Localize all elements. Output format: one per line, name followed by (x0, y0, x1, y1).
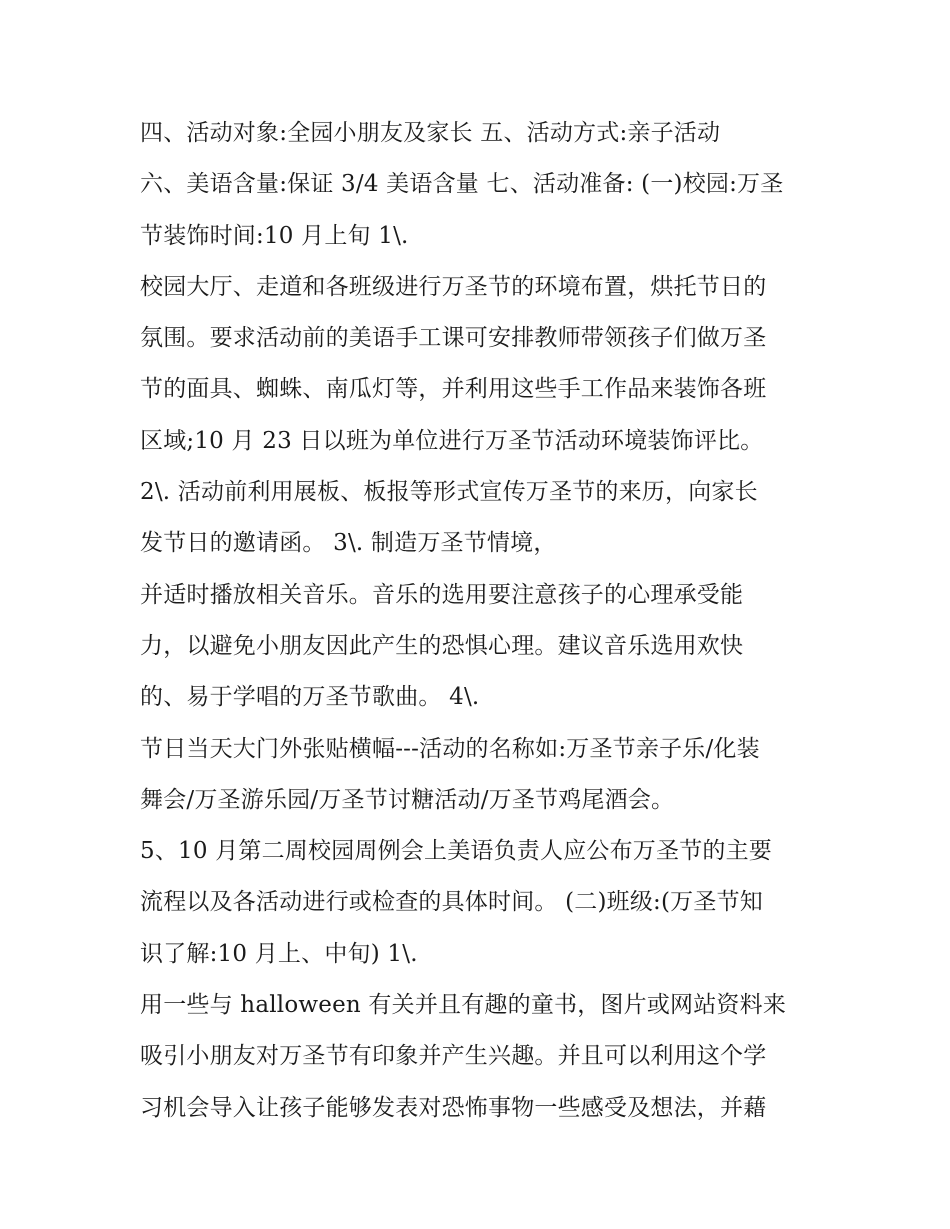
text-line: 节的面具、蜘蛛、南瓜灯等，并利用这些手工作品来装饰各班 (140, 376, 767, 403)
text-line: 四、活动对象:全园小朋友及家长 五、活动方式:亲子活动 (140, 120, 721, 146)
text-line: 5、10 月第二周校园周例会上美语负责人应公布万圣节的主要 (140, 838, 773, 865)
text-line: 节装饰时间:10 月上旬 1\. (140, 222, 409, 249)
text-line: 吸引小朋友对万圣节有印象并产生兴趣。并且可以利用这个学 (140, 1043, 767, 1070)
text-line: 校园大厅、走道和各班级进行万圣节的环境布置，烘托节日的 (140, 273, 767, 300)
text-line: 发节日的邀请函。 3\. 制造万圣节情境， (140, 530, 557, 557)
text-line: 流程以及各活动进行或检查的具体时间。 (二)班级:(万圣节知 (140, 889, 763, 916)
text-line: 用一些与 halloween 有关并且有趣的童书，图片或网站资料来 (140, 992, 787, 1019)
text-line: 区域;10 月 23 日以班为单位进行万圣节活动环境装饰评比。 (140, 427, 764, 454)
text-line: 力，以避免小朋友因此产生的恐惧心理。建议音乐选用欢快 (140, 632, 744, 659)
text-line: 氛围。要求活动前的美语手工课可安排教师带领孩子们做万圣 (140, 325, 767, 352)
text-line: 六、美语含量:保证 3/4 美语含量 七、活动准备: (一)校园:万圣 (140, 171, 784, 198)
document-body (140, 108, 830, 1134)
text-line: 2\. 活动前利用展板、板报等形式宣传万圣节的来历，向家长 (140, 479, 758, 506)
text-line: 识了解:10 月上、中旬) 1\. (140, 940, 418, 967)
text-line: 并适时播放相关音乐。音乐的选用要注意孩子的心理承受能 (140, 581, 744, 608)
text-line: 习机会导入让孩子能够发表对恐怖事物一些感受及想法，并藉 (140, 1094, 767, 1121)
text-line: 的、易于学唱的万圣节歌曲。 4\. (140, 684, 480, 711)
text-line: 节日当天大门外张贴横幅---活动的名称如:万圣节亲子乐/化装 (140, 735, 760, 762)
text-line: 舞会/万圣游乐园/万圣节讨糖活动/万圣节鸡尾酒会。 (140, 786, 675, 813)
